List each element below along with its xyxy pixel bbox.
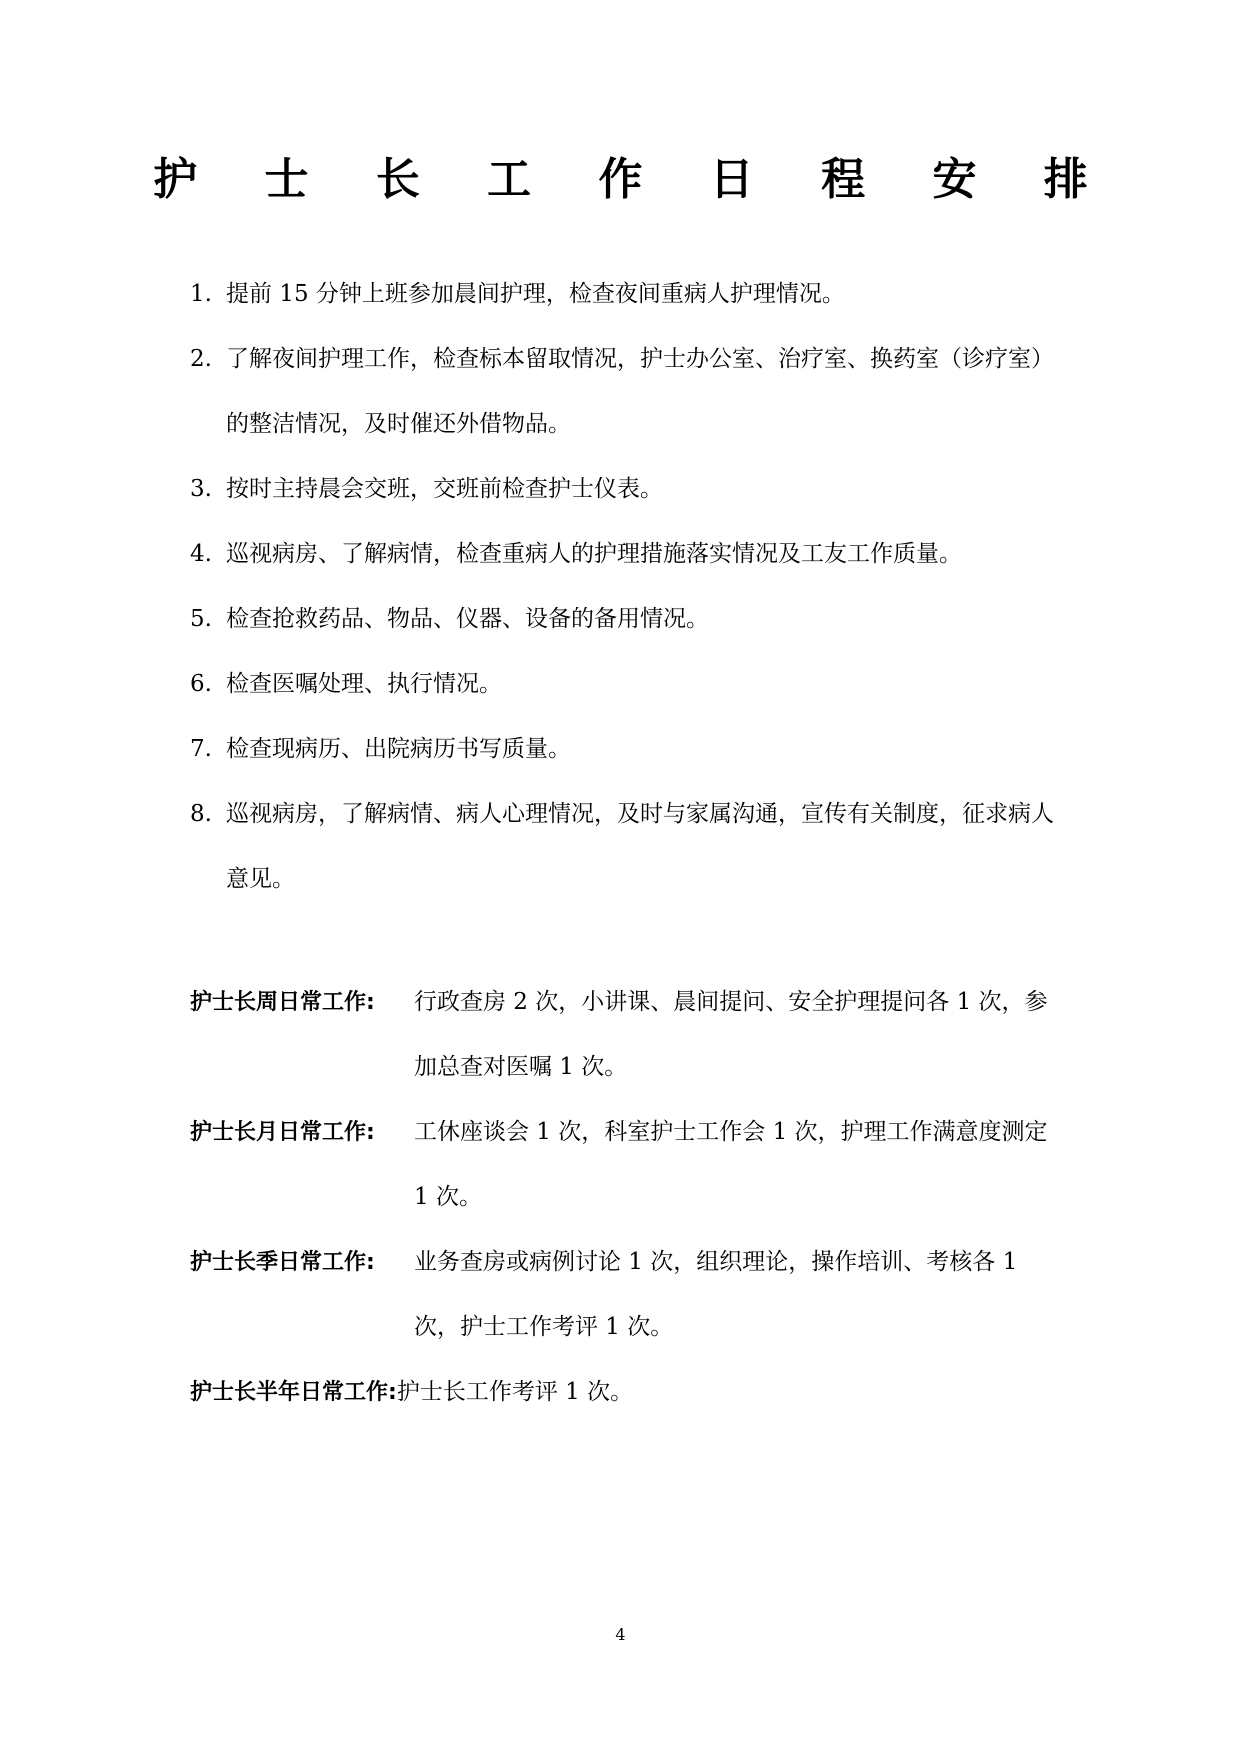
routine-duties xyxy=(190,970,1060,1425)
item-text: 了解夜间护理工作，检查标本留取情况，护士办公室、治疗室、换药室（诊疗室）的整洁情况，及时催还外借物品。 xyxy=(226,346,1054,437)
schedule-list xyxy=(190,262,1060,912)
item-text: 按时主持晨会交班，交班前检查护士仪表。 xyxy=(226,476,663,502)
item-number: 8. xyxy=(190,801,212,827)
item-number: 3. xyxy=(190,476,212,502)
page-title: 护 士 长 工 作 日 程 安 排 xyxy=(153,154,1114,205)
weekly-duty xyxy=(190,970,1060,1100)
item-number: 5. xyxy=(190,606,212,632)
item-text: 检查抢救药品、物品、仪器、设备的备用情况。 xyxy=(226,606,709,632)
item-text: 提前 15 分钟上班参加晨间护理，检查夜间重病人护理情况。 xyxy=(226,281,845,307)
list-item xyxy=(190,782,1060,912)
duty-text: 护士长工作考评 1 次。 xyxy=(396,1379,634,1405)
half-year-duty xyxy=(190,1360,1060,1425)
duty-text: 行政查房 2 次，小讲课、晨间提问、安全护理提问各 1 次，参加总查对医嘱 1 次。 xyxy=(414,989,1048,1080)
item-text: 巡视病房，了解病情、病人心理情况，及时与家属沟通，宣传有关制度，征求病人意见。 xyxy=(226,801,1054,892)
duty-label: 护士长周日常工作: xyxy=(190,990,375,1015)
list-item xyxy=(190,327,1060,457)
list-item xyxy=(190,587,1060,652)
duty-text: 业务查房或病例讨论 1 次，组织理论，操作培训、考核各 1 次，护士工作考评 1 次。 xyxy=(414,1249,1018,1340)
item-number: 4. xyxy=(190,541,212,567)
list-item xyxy=(190,717,1060,782)
duty-text: 工休座谈会 1 次，科室护士工作会 1 次，护理工作满意度测定 1 次。 xyxy=(414,1119,1048,1210)
item-number: 2. xyxy=(190,346,212,372)
monthly-duty xyxy=(190,1100,1060,1230)
item-text: 巡视病房、了解病情，检查重病人的护理措施落实情况及工友工作质量。 xyxy=(226,541,962,567)
list-item xyxy=(190,457,1060,522)
item-number: 1. xyxy=(190,281,212,307)
duty-label: 护士长月日常工作: xyxy=(190,1120,375,1145)
page-number: 4 xyxy=(615,1625,626,1644)
duty-label: 护士长季日常工作: xyxy=(190,1250,375,1275)
duty-label: 护士长半年日常工作: xyxy=(190,1380,397,1405)
item-text: 检查现病历、出院病历书写质量。 xyxy=(226,736,571,762)
item-number: 7. xyxy=(190,736,212,762)
list-item xyxy=(190,262,1060,327)
item-number: 6. xyxy=(190,671,212,697)
list-item xyxy=(190,522,1060,587)
list-item xyxy=(190,652,1060,717)
quarterly-duty xyxy=(190,1230,1060,1360)
item-text: 检查医嘱处理、执行情况。 xyxy=(226,671,502,697)
